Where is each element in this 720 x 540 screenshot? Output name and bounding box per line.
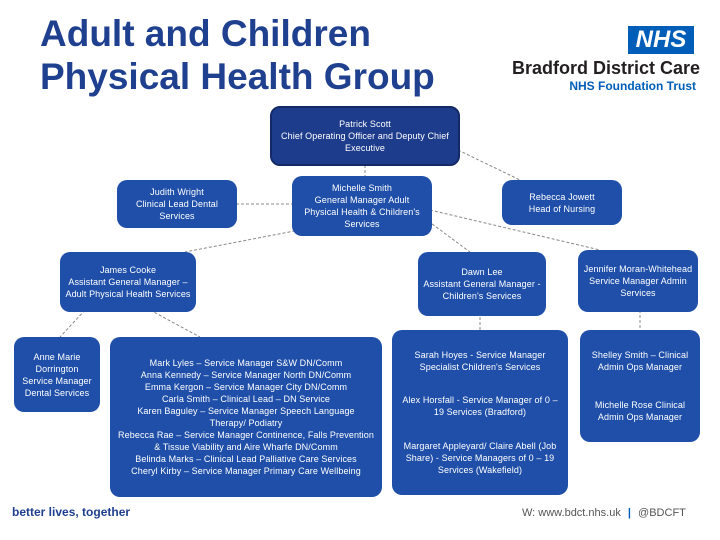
node-role: Clinical Lead Dental Services [135, 199, 219, 221]
node-role: Assistant General Manager – Adult Physical Health Services [65, 277, 191, 299]
adult-service-item: Anna Kennedy – Service Manager North DN/Comm [140, 370, 352, 380]
connector-michelle-james [185, 228, 310, 252]
org-node-james-cooke [60, 252, 196, 312]
title-line-1: Adult and Children [40, 13, 371, 54]
nhs-logo: NHS [628, 26, 694, 54]
node-name: Rebecca Jowett [529, 191, 595, 202]
node-role: Service Manager Dental Services [22, 375, 92, 398]
admin-ops-item: Shelley Smith – Clinical Admin Ops Manager [591, 350, 689, 372]
node-name: Michelle Smith [332, 183, 392, 193]
twitter-icon: | [627, 507, 631, 519]
org-node-patrick-scott [270, 106, 460, 166]
org-name: Bradford District Care [512, 58, 701, 78]
children-service-item: Margaret Appleyard/ Claire Abell (Job Share) - Service Managers of 0 – 19 Services (Wakefield) [403, 441, 557, 476]
org-node-jennifer-moran-whitehead [578, 250, 698, 312]
adult-service-item: Belinda Marks – Clinical Lead Palliative Care Services [135, 454, 357, 464]
children-services-list [392, 330, 568, 495]
adult-service-item: Karen Baguley – Service Manager Speech Language Therapy/ Podiatry [137, 406, 355, 428]
org-node-anne-marie-dorrington [14, 337, 100, 412]
adult-services-list [110, 337, 382, 497]
title-line-2: Physical Health Group [40, 56, 435, 97]
footer-contact [522, 507, 686, 519]
adult-service-item: Rebecca Rae – Service Manager Continence, Falls Prevention & Tissue Viability and Aire Wharfe DN/Comm [118, 430, 374, 452]
node-name: Dawn Lee [461, 267, 503, 277]
node-role: Assistant General Manager - Children's Services [423, 279, 541, 301]
connector-root-rebecca [458, 150, 520, 180]
org-node-rebecca-jowett [502, 180, 622, 225]
admin-ops-list [580, 330, 700, 442]
org-subtitle: NHS Foundation Trust [569, 79, 696, 93]
adult-service-item: Mark Lyles – Service Manager S&W DN/Comm [149, 358, 343, 368]
node-name: Judith Wright [150, 187, 204, 197]
node-name: James Cooke [99, 265, 157, 275]
node-name: Anne Marie Dorrington [33, 351, 81, 374]
node-name: Jennifer Moran-Whitehead [583, 264, 693, 274]
node-role: Chief Operating Officer and Deputy Chief Executive [281, 131, 449, 153]
org-node-michelle-smith [292, 176, 432, 236]
adult-service-item: Emma Kergon – Service Manager City DN/Comm [144, 382, 348, 392]
adult-service-item: Cheryl Kirby – Service Manager Primary Care Wellbeing [131, 466, 361, 476]
footer-twitter-handle[interactable]: @BDCFT [638, 507, 686, 519]
org-node-judith-wright [117, 180, 237, 228]
connector-james-anne [60, 310, 85, 337]
admin-ops-item: Michelle Rose Clinical Admin Ops Manager [594, 400, 686, 422]
node-role: Service Manager Admin Services [589, 276, 687, 298]
org-node-dawn-lee [418, 252, 546, 316]
children-service-item: Sarah Hoyes - Service Manager Specialist Children's Services [414, 349, 546, 372]
connector-james-adult [150, 310, 200, 337]
node-role: General Manager Adult Physical Health & Children's Services [304, 195, 420, 229]
children-service-item: Alex Horsfall - Service Manager of 0 – 19 Services (Bradford) [402, 395, 558, 418]
node-role: Head of Nursing [528, 203, 596, 214]
footer-tagline: better lives, together [12, 505, 131, 519]
node-name: Patrick Scott [339, 119, 391, 129]
adult-service-item: Carla Smith – Clinical Lead – DN Service [161, 394, 331, 404]
footer-web-link[interactable]: W: www.bdct.nhs.uk [522, 507, 621, 519]
